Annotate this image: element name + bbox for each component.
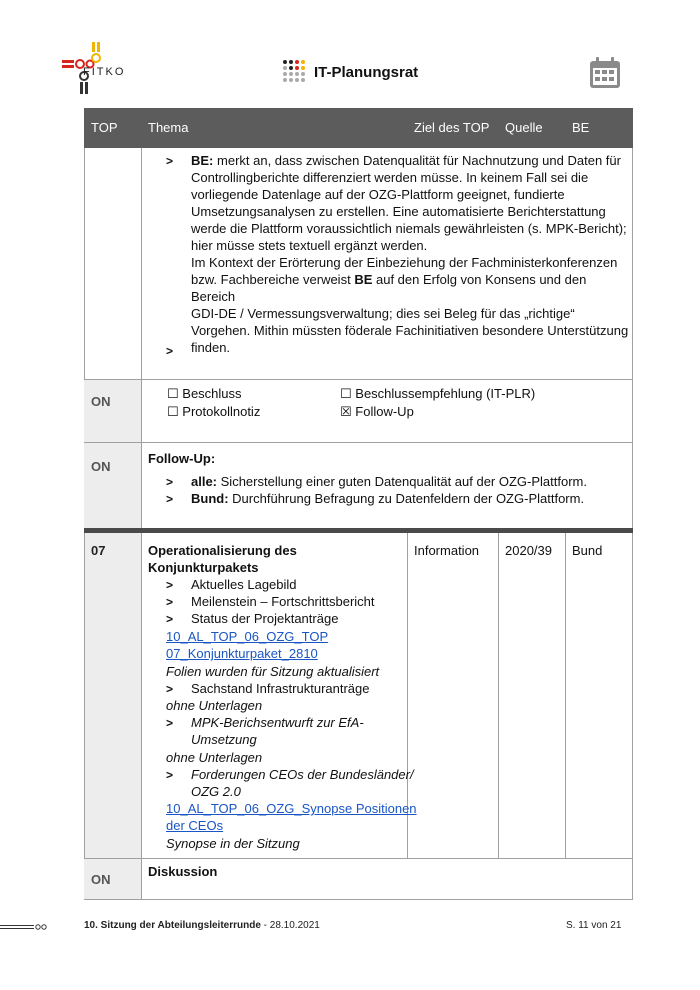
row3-top-label: ON [91, 459, 111, 474]
row4-bullet: OZG 2.0 [191, 784, 241, 799]
follow-up-title: Follow-Up: [148, 451, 216, 466]
text-line: vorliegende Datenlage auf der OZG-Plattform geeignet, fundierte [191, 187, 565, 202]
table-border-right [632, 148, 633, 900]
column-header-quelle: Quelle [498, 108, 565, 148]
row4-bullet: MPK-Berichsentwurft zur EfA- [191, 715, 364, 730]
table-border-bottom [84, 899, 633, 900]
checkbox-follow-up[interactable]: ☒ Follow-Up [340, 404, 414, 419]
row4-note: Synopse in der Sitzung [166, 836, 300, 851]
row4-note: ohne Unterlagen [166, 750, 263, 765]
bullet-chevron-icon: > [166, 344, 174, 358]
row2-top-label: ON [91, 394, 111, 409]
bullet-chevron-icon: > [166, 492, 174, 506]
bullet-chevron-icon: > [166, 612, 174, 626]
row4-quelle: 2020/39 [505, 543, 552, 558]
row4-be: Bund [572, 543, 603, 558]
it-planungsrat-dots-icon [282, 59, 308, 85]
text-line: BE: merkt an, dass zwischen Datenqualität für Nachnutzung und Daten für [191, 153, 621, 168]
bullet-chevron-icon: > [166, 595, 174, 609]
follow-up-item: alle: Sicherstellung einer guten Datenqualität auf der OZG-Plattform. [191, 474, 587, 489]
diskussion-title: Diskussion [148, 864, 218, 879]
text-line: finden. [191, 340, 231, 355]
bullet-chevron-icon: > [166, 768, 174, 782]
row4-bullet: Sachstand Infrastrukturanträge [191, 681, 370, 696]
row4-ziel: Information [414, 543, 480, 558]
row-divider [84, 858, 633, 859]
row5-top-cell [84, 859, 141, 899]
column-header-be: BE [565, 108, 633, 148]
bullet-chevron-icon: > [166, 716, 174, 730]
bullet-chevron-icon: > [166, 682, 174, 696]
text-line: Im Kontext der Erörterung der Einbeziehung der Fachministerkonferenzen [191, 255, 618, 270]
section-divider [84, 528, 633, 533]
column-header-thema: Thema [141, 108, 407, 148]
row4-bullet: Aktuelles Lagebild [191, 577, 297, 592]
bullet-chevron-icon: > [166, 475, 174, 489]
row5-top-label: ON [91, 872, 111, 887]
bullet-chevron-icon: > [166, 154, 174, 168]
be-statement [191, 152, 631, 356]
calendar-icon [588, 56, 622, 90]
row3-top-cell [84, 443, 141, 528]
row4-bullet: Umsetzung [191, 732, 257, 747]
footer-meeting: 10. Sitzung der Abteilungsleiterrunde - 28.10.2021 [84, 920, 320, 931]
follow-up-item: Bund: Durchführung Befragung zu Datenfeldern der OZG-Plattform. [191, 491, 585, 506]
text-line: Umsetzungsanalysen zu erstellen. Eine automatisierte Berichterstattung [191, 204, 606, 219]
it-planungsrat-logo [282, 58, 418, 86]
text-line: bzw. Fachbereiche verweist BE auf den Erfolg von Konsens und den Bereich [191, 272, 587, 304]
synopse-link-line[interactable]: 10_AL_TOP_06_OZG_Synopse Positionen [166, 801, 417, 816]
row-divider [84, 442, 633, 443]
synopse-link-line[interactable]: der CEOs [166, 818, 224, 833]
row4-bullet: Forderungen CEOs der Bundesländer/ [191, 767, 414, 782]
checkbox-beschlussempfehlung[interactable]: ☐ Beschlussempfehlung (IT-PLR) [340, 386, 536, 401]
footer-page-number: S. 11 von 21 [566, 920, 622, 931]
konjunkturpaket-link-line[interactable]: 07_Konjunkturpaket_2810 [166, 646, 318, 661]
row4-note: Folien wurden für Sitzung aktualisiert [166, 664, 380, 679]
text-line: werde die Plattform voraussichtlich niemals gewährleisten (s. MPK-Bericht); [191, 221, 627, 236]
row4-title-line: Operationalisierung des [148, 543, 297, 558]
text-line: GDI-DE / Vermessungsverwaltung; dies sei Beleg für das „richtige“ [191, 306, 575, 321]
row4-title-line: Konjunkturpakets [148, 560, 259, 575]
row-divider [84, 379, 633, 380]
row4-top-cell [84, 528, 141, 900]
row4-bullet: Meilenstein – Fortschrittsbericht [191, 594, 375, 609]
fitko-logo-text: FITKO [83, 66, 126, 78]
row4-top-label: 07 [91, 543, 106, 558]
row4-bullet: Status der Projektanträge [191, 611, 339, 626]
checkbox-beschluss[interactable]: ☐ Beschluss [167, 386, 242, 401]
column-header-ziel: Ziel des TOP [407, 108, 498, 148]
row2-top-cell [84, 380, 141, 442]
bullet-chevron-icon: > [166, 578, 174, 592]
text-line: Vorgehen. Mithin müssten föderale Fachinitiativen besondere Unterstützung [191, 323, 629, 338]
column-header-top: TOP [84, 108, 141, 148]
text-line: Controllingberichte differenziert werden müsse. In keinem Fall sei die [191, 170, 589, 185]
footer-line-icon [0, 924, 48, 930]
text-line: hier müsse stets textuell ergänzt werden. [191, 238, 428, 253]
konjunkturpaket-link-line[interactable]: 10_AL_TOP_06_OZG_TOP [166, 629, 329, 644]
checkbox-protokollnotiz[interactable]: ☐ Protokollnotiz [167, 404, 261, 419]
agenda-table [84, 108, 633, 900]
table-divider [498, 532, 499, 858]
row4-note: ohne Unterlagen [166, 698, 263, 713]
table-divider [565, 532, 566, 858]
it-planungsrat-title: IT-Planungsrat [314, 63, 419, 81]
table-divider [141, 148, 142, 900]
